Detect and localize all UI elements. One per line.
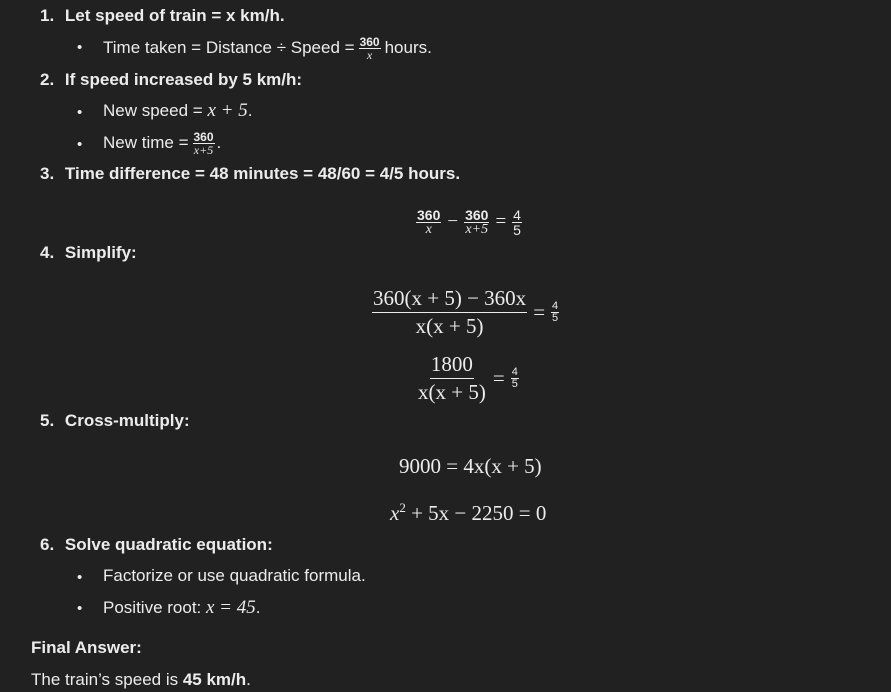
step-4 xyxy=(40,243,137,263)
bullet-text: Positive root: xyxy=(103,598,206,617)
bullet-dot: • xyxy=(77,136,83,153)
step-number: 2. xyxy=(40,70,55,89)
final-answer-prefix: The train’s speed is xyxy=(31,670,183,689)
step-number: 4. xyxy=(40,243,55,262)
final-answer-text xyxy=(31,670,251,690)
bullet-dot: • xyxy=(77,569,83,586)
fraction-numerator: 360 xyxy=(417,206,441,223)
math-exponent: 2 xyxy=(399,500,406,515)
bullet-dot: • xyxy=(77,39,83,56)
fraction-numerator: 1800 xyxy=(430,354,474,379)
step-6-bullet-2 xyxy=(103,597,261,619)
fraction-numerator: 4 xyxy=(511,365,518,378)
math-expression: x = 45 xyxy=(206,597,256,618)
fraction-denominator: 5 xyxy=(552,311,559,324)
step-text: Solve quadratic equation: xyxy=(64,535,273,554)
operator: = xyxy=(492,365,505,390)
fraction xyxy=(193,131,215,156)
fraction-denominator: x(x + 5) xyxy=(415,313,484,338)
fraction-denominator: x xyxy=(425,221,432,237)
step-text: Time difference = 48 minutes = 48/60 = 4/5 hours. xyxy=(64,164,461,183)
math-expression: x + 5 xyxy=(207,100,248,121)
equation-simplify xyxy=(372,284,559,340)
equation-quadratic xyxy=(390,500,546,526)
fraction xyxy=(417,351,487,404)
final-answer-value: 45 km/h xyxy=(182,670,247,689)
step-text: Simplify: xyxy=(64,243,137,262)
step-3 xyxy=(40,164,460,184)
fraction-denominator: x+5 xyxy=(193,142,214,157)
step-text: Let speed of train = x km/h. xyxy=(64,6,285,25)
bullet-text: Time taken = Distance ÷ Speed = xyxy=(103,38,355,57)
fraction xyxy=(551,301,559,324)
step-number: 6. xyxy=(40,535,55,554)
step-number: 3. xyxy=(40,164,55,183)
bullet-text-end: hours. xyxy=(384,38,432,57)
step-1 xyxy=(40,6,285,26)
step-6-bullet-1: Factorize or use quadratic formula. xyxy=(103,566,366,585)
step-2 xyxy=(40,70,302,90)
final-answer-suffix: . xyxy=(246,670,251,689)
fraction-numerator: 4 xyxy=(513,206,521,223)
fraction-denominator: x xyxy=(366,47,373,62)
step-text: If speed increased by 5 km/h: xyxy=(64,70,303,89)
step-2-bullet-2 xyxy=(103,127,221,159)
step-1-bullet xyxy=(103,33,432,63)
final-answer-heading: Final Answer: xyxy=(31,638,142,657)
fraction xyxy=(372,285,527,338)
fraction-denominator: x+5 xyxy=(465,221,489,237)
step-number: 1. xyxy=(40,6,55,25)
step-text: Cross-multiply: xyxy=(64,411,190,430)
fraction-numerator: 360(x + 5) − 360x xyxy=(372,288,527,313)
step-number: 5. xyxy=(40,411,55,430)
step-2-bullet-1 xyxy=(103,100,252,122)
math-expression: + 5x − 2250 = 0 xyxy=(405,501,547,525)
fraction-numerator: 4 xyxy=(552,299,559,312)
bullet-text: New time = xyxy=(103,133,189,152)
fraction xyxy=(512,208,522,237)
operator: = xyxy=(495,211,507,232)
bullet-dot: • xyxy=(77,104,83,121)
fraction-numerator: 360 xyxy=(465,206,489,223)
fraction-numerator: 360 xyxy=(359,34,380,49)
operator: = xyxy=(533,299,546,324)
fraction xyxy=(464,208,489,237)
math-variable: x xyxy=(390,501,400,525)
bullet-dot: • xyxy=(77,600,83,617)
bullet-text-end: . xyxy=(216,133,222,152)
fraction xyxy=(359,36,381,61)
fraction-numerator: 360 xyxy=(193,129,214,144)
fraction-denominator: x(x + 5) xyxy=(418,379,486,404)
bullet-text-end: . xyxy=(255,598,261,617)
fraction-denominator: 5 xyxy=(511,377,518,390)
equation-cross-multiply: 9000 = 4x(x + 5) xyxy=(399,454,542,478)
step-6 xyxy=(40,535,273,555)
operator: − xyxy=(447,211,459,232)
bullet-text: New speed = xyxy=(103,101,208,120)
fraction xyxy=(416,208,441,237)
fraction-denominator: 5 xyxy=(513,221,521,238)
step-5 xyxy=(40,411,190,431)
fraction xyxy=(511,367,519,390)
bullet-text-end: . xyxy=(247,101,253,120)
equation-time-difference xyxy=(416,204,522,240)
equation-simplified xyxy=(417,350,519,406)
